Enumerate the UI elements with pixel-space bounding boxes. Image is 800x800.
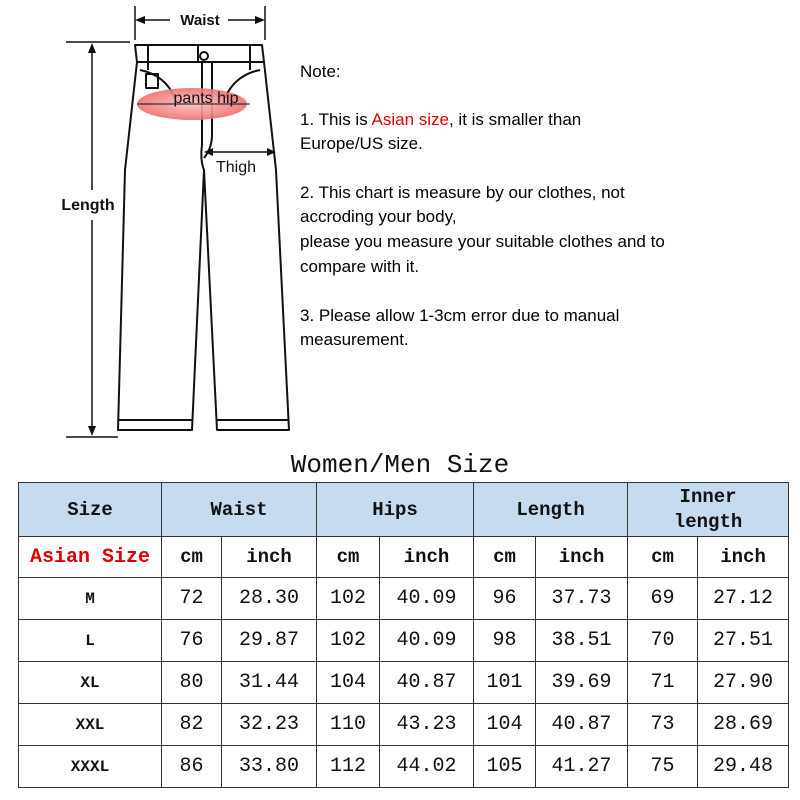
hips-cm-cell: 110 bbox=[317, 704, 380, 746]
note-2-line-1: 2. This chart is measure by our clothes, not bbox=[300, 183, 625, 202]
header-inner-line-2: length bbox=[673, 510, 743, 533]
hips-cm-cell: 102 bbox=[317, 620, 380, 662]
note-2-line-2: accroding your body, bbox=[300, 207, 457, 226]
thigh-dimension bbox=[204, 148, 276, 156]
waist-inch-cell: 33.80 bbox=[222, 746, 317, 788]
size-cell: XXL bbox=[19, 704, 162, 746]
note-2-line-4: compare with it. bbox=[300, 257, 420, 276]
hips-inch-cell: 40.09 bbox=[380, 620, 474, 662]
note-1-post: , it is smaller than bbox=[448, 110, 582, 129]
unit-cm: cm bbox=[474, 537, 536, 578]
size-cell: XL bbox=[19, 662, 162, 704]
thigh-label: Thigh bbox=[215, 159, 257, 176]
waist-inch-cell: 28.30 bbox=[222, 578, 317, 620]
waist-cm-cell: 72 bbox=[162, 578, 222, 620]
length-inch-cell: 39.69 bbox=[536, 662, 628, 704]
inner-cm-cell: 73 bbox=[628, 704, 698, 746]
table-row bbox=[19, 662, 789, 704]
pants-waistband bbox=[135, 45, 264, 62]
length-inch-cell: 40.87 bbox=[536, 704, 628, 746]
hips-cm-cell: 112 bbox=[317, 746, 380, 788]
note-3-line-1: 3. Please allow 1-3cm error due to manual bbox=[300, 306, 620, 325]
table-row bbox=[19, 746, 789, 788]
size-cell: XXXL bbox=[19, 746, 162, 788]
header-length: Length bbox=[474, 483, 628, 537]
unit-inch: inch bbox=[698, 537, 789, 578]
hips-cm-cell: 104 bbox=[317, 662, 380, 704]
waist-cm-cell: 76 bbox=[162, 620, 222, 662]
inner-inch-cell: 27.90 bbox=[698, 662, 789, 704]
length-cm-cell: 96 bbox=[474, 578, 536, 620]
length-label: Length bbox=[61, 197, 115, 214]
length-inch-cell: 37.73 bbox=[536, 578, 628, 620]
unit-inch: inch bbox=[536, 537, 628, 578]
unit-inch: inch bbox=[380, 537, 474, 578]
inner-cm-cell: 75 bbox=[628, 746, 698, 788]
hips-inch-cell: 43.23 bbox=[380, 704, 474, 746]
length-cm-cell: 101 bbox=[474, 662, 536, 704]
note-2-line-3: please you measure your suitable clothes and to bbox=[300, 232, 665, 251]
note-1-line-1 bbox=[300, 108, 581, 133]
waist-inch-cell: 31.44 bbox=[222, 662, 317, 704]
size-table bbox=[18, 482, 789, 788]
length-cm-cell: 104 bbox=[474, 704, 536, 746]
header-hips: Hips bbox=[317, 483, 474, 537]
size-table-title: Women/Men Size bbox=[290, 450, 510, 480]
hips-inch-cell: 40.87 bbox=[380, 662, 474, 704]
waist-cm-cell: 80 bbox=[162, 662, 222, 704]
waist-inch-cell: 29.87 bbox=[222, 620, 317, 662]
waist-inch-cell: 32.23 bbox=[222, 704, 317, 746]
inner-cm-cell: 70 bbox=[628, 620, 698, 662]
table-row bbox=[19, 578, 789, 620]
length-inch-cell: 38.51 bbox=[536, 620, 628, 662]
length-cm-cell: 105 bbox=[474, 746, 536, 788]
table-row bbox=[19, 704, 789, 746]
length-inch-cell: 41.27 bbox=[536, 746, 628, 788]
header-size: Size bbox=[19, 483, 162, 537]
inner-inch-cell: 27.51 bbox=[698, 620, 789, 662]
header-inner-length bbox=[628, 483, 789, 537]
unit-cm: cm bbox=[317, 537, 380, 578]
pants-hip-label: pants hip bbox=[173, 90, 239, 107]
unit-cm: cm bbox=[162, 537, 222, 578]
note-heading: Note: bbox=[300, 62, 341, 81]
table-row bbox=[19, 620, 789, 662]
waist-cm-cell: 86 bbox=[162, 746, 222, 788]
hips-inch-cell: 40.09 bbox=[380, 578, 474, 620]
inner-inch-cell: 27.12 bbox=[698, 578, 789, 620]
inner-cm-cell: 71 bbox=[628, 662, 698, 704]
waist-label: Waist bbox=[180, 12, 220, 29]
asian-size-label: Asian Size bbox=[19, 537, 162, 578]
header-row bbox=[19, 483, 789, 537]
size-cell: L bbox=[19, 620, 162, 662]
unit-inch: inch bbox=[222, 537, 317, 578]
length-cm-cell: 98 bbox=[474, 620, 536, 662]
note-1-pre: 1. This is bbox=[300, 110, 372, 129]
header-inner-line-1: Inner bbox=[679, 485, 737, 508]
unit-cm: cm bbox=[628, 537, 698, 578]
waist-cm-cell: 82 bbox=[162, 704, 222, 746]
size-cell: M bbox=[19, 578, 162, 620]
hips-inch-cell: 44.02 bbox=[380, 746, 474, 788]
inner-inch-cell: 28.69 bbox=[698, 704, 789, 746]
note-1-line-2: Europe/US size. bbox=[300, 134, 423, 153]
units-row bbox=[19, 537, 789, 578]
inner-inch-cell: 29.48 bbox=[698, 746, 789, 788]
inner-cm-cell: 69 bbox=[628, 578, 698, 620]
note-3-line-2: measurement. bbox=[300, 330, 409, 349]
header-waist: Waist bbox=[162, 483, 317, 537]
hips-cm-cell: 102 bbox=[317, 578, 380, 620]
note-1-asian-size: Asian size bbox=[371, 110, 449, 129]
